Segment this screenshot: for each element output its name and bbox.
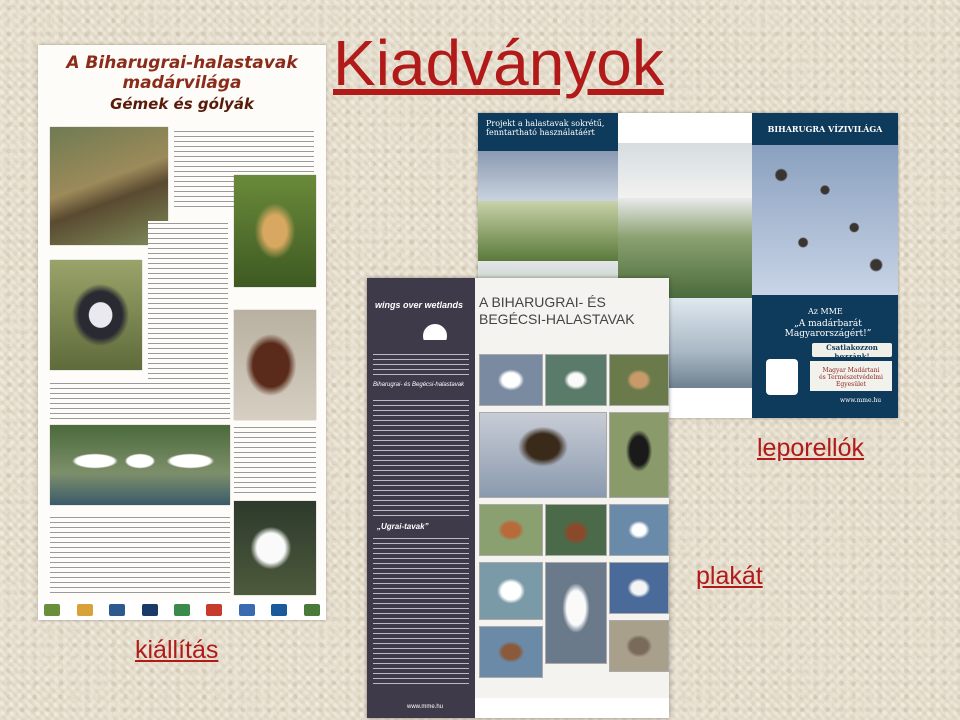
poster-photo-eagle	[479, 412, 607, 498]
label-exhibition: kiállítás	[135, 636, 219, 664]
panel-header	[38, 45, 326, 113]
mme-org-box	[810, 361, 892, 391]
poster-text-block	[373, 398, 469, 518]
logo-icon	[109, 604, 125, 616]
leporello-right-header-text: BIHARUGRA VÍZIVILÁGA	[767, 124, 883, 134]
poster-col-sub: „Ugrai-tavak”	[377, 522, 429, 531]
poster-photo-gull	[479, 354, 543, 406]
poster	[367, 278, 669, 718]
label-leporello: leporellók	[757, 434, 865, 462]
mme-logo-icon	[766, 359, 798, 395]
poster-title-line2: BEGÉCSI-HALASTAVAK	[479, 311, 635, 327]
leporello-left-header-line1: Projekt a halastavak sokrétű,	[486, 119, 605, 128]
panel-subtitle: Gémek és gólyák	[110, 95, 254, 113]
panel-text-block	[50, 381, 230, 419]
mme-url: www.mme.hu	[840, 397, 882, 404]
poster-photo-tern	[609, 562, 669, 614]
poster-text-block	[373, 536, 469, 686]
panel-photo-purple-heron	[234, 310, 316, 420]
panel-photo-spoonbills	[50, 425, 230, 505]
poster-footer	[475, 698, 669, 718]
org-line1: Magyar Madártani	[822, 367, 880, 374]
join-button-badge	[812, 343, 892, 361]
poster-photo-avocet	[545, 354, 607, 406]
logo-icon	[271, 604, 287, 616]
leporello-right-header	[752, 113, 898, 145]
leporello-mme-box	[752, 295, 898, 418]
poster-photo-warbler	[609, 354, 669, 406]
leporello-photo-geese	[752, 145, 898, 295]
org-line2: és Természetvédelmi Egyesület	[819, 374, 883, 388]
leporello-photo-stork	[618, 143, 752, 198]
leporello-left-header-line2: fenntartható használatáért	[486, 128, 595, 137]
leporello-photo-people	[478, 201, 618, 261]
poster-photo-egret	[545, 562, 607, 664]
exhibition-panel	[38, 45, 326, 620]
poster-text-column	[367, 340, 475, 718]
logo-icon	[77, 604, 93, 616]
leporello-left-header	[478, 113, 618, 151]
poster-photo-stilt	[609, 504, 669, 556]
page-title: Kiadványok	[333, 27, 664, 99]
poster-photo-grebe	[479, 626, 543, 678]
poster-photo-duck	[545, 504, 607, 556]
mme-line1: Az MME	[808, 307, 843, 316]
panel-photo-night-heron	[50, 260, 142, 370]
logo-icon	[239, 604, 255, 616]
join-label: Csatlakozzon hozzánk!	[826, 343, 878, 361]
logo-icon	[174, 604, 190, 616]
poster-text-block	[373, 352, 469, 378]
panel-text-block	[234, 425, 316, 497]
label-poster: plakát	[696, 562, 763, 590]
panel-logo-strip	[38, 600, 326, 620]
poster-url: www.mme.hu	[407, 704, 444, 710]
panel-photo-squacco-heron	[234, 175, 316, 287]
panel-title-line1: A Biharugrai-halastavak	[66, 53, 298, 73]
logo-icon	[206, 604, 222, 616]
mme-line2: „A madárbarát Magyarországért!”	[784, 319, 872, 339]
poster-col-heading: Biharugrai- és Begécsi-halastavak	[373, 382, 465, 388]
poster-title-block	[479, 294, 667, 328]
leporello-photo-eagle	[478, 151, 618, 201]
panel-text-block	[148, 221, 228, 381]
panel-photo-great-egret	[234, 501, 316, 595]
logo-icon	[44, 604, 60, 616]
logo-icon	[304, 604, 320, 616]
poster-photo-owl	[609, 620, 669, 672]
poster-photo-godwit	[479, 504, 543, 556]
panel-text-block	[50, 515, 230, 595]
panel-title-line2: madárvilága	[122, 73, 242, 93]
poster-photo-cormorant	[609, 412, 669, 498]
poster-title-line1: A BIHARUGRAI- ÉS	[479, 294, 606, 310]
logo-icon	[142, 604, 158, 616]
poster-photo-spoonbill	[479, 562, 543, 620]
poster-brand: wings over wetlands	[375, 300, 464, 310]
